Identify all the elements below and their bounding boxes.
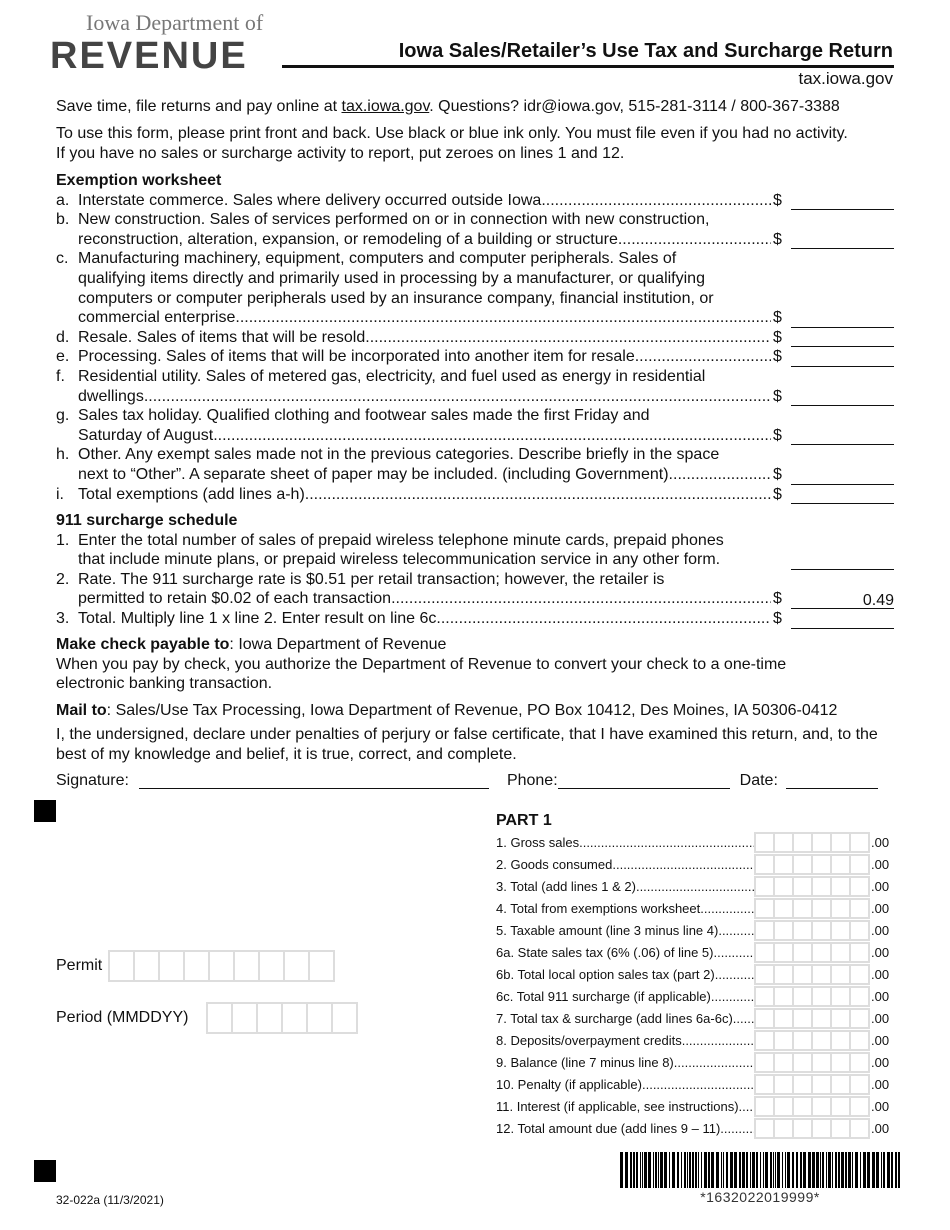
dollar-sign: $ — [773, 485, 782, 503]
cents-label: .00 — [871, 878, 890, 894]
barcode-bar — [838, 1152, 840, 1188]
barcode-bar — [721, 1152, 722, 1188]
barcode-bar — [723, 1152, 724, 1188]
line-label: 2. Goods consumed — [496, 856, 613, 872]
line-text: commercial enterprise. — [78, 309, 240, 327]
barcode-bar — [763, 1152, 764, 1188]
part-1-line — [496, 1073, 896, 1095]
line-text: Saturday of August. — [78, 426, 218, 444]
worksheet-line — [56, 210, 894, 230]
barcode-bar — [633, 1152, 635, 1188]
period-input[interactable] — [206, 1002, 358, 1034]
dot-leader — [370, 328, 771, 348]
barcode-bar — [756, 1152, 758, 1188]
barcode-bar — [742, 1152, 745, 1188]
barcode-bar — [785, 1152, 786, 1188]
line-label-group — [496, 1077, 754, 1092]
dollar-sign: $ — [773, 348, 782, 366]
dot-leader — [739, 1099, 754, 1114]
mail-to-label: Mail to — [56, 702, 107, 719]
worksheet-line — [56, 249, 894, 269]
form-id: 32-022a (11/3/2021) — [56, 1193, 164, 1207]
barcode-bar — [855, 1152, 858, 1188]
worksheet-line — [56, 191, 894, 211]
cents-label: .00 — [871, 856, 890, 872]
exemption-worksheet-title: Exemption worksheet — [56, 172, 222, 189]
barcode-bar — [816, 1152, 819, 1188]
line-text: dwellings. — [78, 387, 149, 405]
worksheet-line — [56, 550, 894, 570]
line-text: next to “Other”. A separate sheet of paper may be included. (including Government) — [78, 465, 669, 483]
barcode-bar — [867, 1152, 870, 1188]
barcode-bar — [687, 1152, 688, 1188]
part-1-line — [496, 963, 896, 985]
cents-label: .00 — [871, 966, 890, 982]
cents-label: .00 — [871, 944, 890, 960]
barcode-bar — [752, 1152, 755, 1188]
line-label: e. — [56, 348, 70, 366]
amount-input[interactable] — [754, 832, 870, 853]
barcode-bar — [828, 1152, 831, 1188]
check-payable-label: Make check payable to — [56, 636, 230, 653]
amount-input[interactable] — [754, 1052, 870, 1073]
barcode-bar — [872, 1152, 875, 1188]
dot-leader — [396, 589, 771, 609]
part-1-line — [496, 1117, 896, 1139]
line-text: qualifying items directly and primarily used in processing by a manufacturer, or qualifying — [78, 269, 705, 287]
line-label-group — [496, 879, 754, 894]
dollar-sign: $ — [773, 387, 782, 405]
barcode-bar — [835, 1152, 837, 1188]
barcode-bar — [739, 1152, 741, 1188]
dollar-sign: $ — [773, 230, 782, 248]
date-field[interactable] — [786, 772, 878, 789]
barcode-bar — [787, 1152, 790, 1188]
amount-field[interactable] — [791, 194, 894, 210]
dot-leader — [714, 945, 755, 960]
amount-input[interactable] — [754, 986, 870, 1007]
barcode-bar — [644, 1152, 647, 1188]
amount-field[interactable] — [791, 613, 894, 629]
worksheet-line — [56, 328, 894, 348]
line-label: i. — [56, 485, 64, 503]
phone-field[interactable] — [558, 772, 730, 789]
part-1-line — [496, 1051, 896, 1073]
dot-leader — [711, 989, 754, 1004]
amount-input[interactable] — [754, 1074, 870, 1095]
barcode-bar — [803, 1152, 806, 1188]
dot-leader — [622, 230, 771, 250]
barcode-bar — [883, 1152, 885, 1188]
barcode-bar — [672, 1152, 675, 1188]
part-1-line — [496, 897, 896, 919]
line-label-group — [496, 945, 754, 960]
worksheet-line — [56, 367, 894, 387]
worksheet-line — [56, 589, 894, 609]
mail-to-address: : Sales/Use Tax Processing, Iowa Department of Revenue, PO Box 10412, Des Moines, IA 50306-0412 — [106, 702, 838, 719]
part-1-line — [496, 919, 896, 941]
site-url: tax.iowa.gov — [798, 69, 893, 88]
title-rule — [282, 65, 894, 68]
barcode-bar — [808, 1152, 811, 1188]
dollar-sign: $ — [773, 328, 782, 346]
line-label: h. — [56, 446, 70, 464]
worksheet-line — [56, 426, 894, 446]
amount-input[interactable] — [754, 1118, 870, 1139]
barcode-bar — [711, 1152, 714, 1188]
amount-input[interactable] — [754, 1030, 870, 1051]
barcode-bar — [695, 1152, 697, 1188]
amount-field[interactable] — [791, 351, 894, 367]
line-label-group — [496, 1099, 754, 1114]
line-label: 8. Deposits/overpayment credits — [496, 1032, 682, 1048]
amount-field[interactable] — [791, 390, 894, 406]
dot-leader — [718, 923, 754, 938]
mail-to — [56, 701, 896, 721]
dot-leader — [612, 857, 754, 872]
line-label: 6a. State sales tax (6% (.06) of line 5) — [496, 944, 714, 960]
worksheet-line — [56, 308, 894, 328]
contact-info: . Questions? idr@iowa.gov, 515-281-3114 / 800-367-3388 — [429, 98, 840, 115]
line-text: Enter the total number of sales of prepaid wireless telephone minute cards, prepaid phones — [78, 531, 724, 549]
amount-field[interactable] — [791, 233, 894, 249]
barcode-bar — [630, 1152, 632, 1188]
line-label-group — [496, 967, 754, 982]
line-label: 6b. Total local option sales tax (part 2) — [496, 966, 715, 982]
barcode-bar — [734, 1152, 737, 1188]
barcode-bar — [708, 1152, 710, 1188]
dollar-sign: $ — [773, 590, 782, 608]
cents-label: .00 — [871, 1098, 890, 1114]
line-label: 9. Balance (line 7 minus line 8) — [496, 1054, 674, 1070]
instructions-line-2: If you have no sales or surcharge activity to report, put zeroes on lines 1 and 12. — [56, 144, 625, 162]
period-field-group — [56, 1002, 358, 1034]
form-title: Iowa Sales/Retailer’s Use Tax and Surcharge Return — [398, 40, 893, 62]
dot-leader — [733, 1011, 754, 1026]
line-label: g. — [56, 407, 70, 425]
registration-mark — [34, 1160, 56, 1182]
barcode-bar — [895, 1152, 897, 1188]
line-label-group — [496, 901, 754, 916]
cents-label: .00 — [871, 1120, 890, 1136]
worksheet-line — [56, 289, 894, 309]
barcode-bar — [730, 1152, 733, 1188]
worksheet-line — [56, 230, 894, 250]
amount-field[interactable] — [791, 469, 894, 485]
part-1-line — [496, 1095, 896, 1117]
line-label-group — [496, 923, 754, 938]
dot-leader — [148, 387, 771, 407]
line-label: b. — [56, 211, 70, 229]
barcode-bar — [852, 1152, 853, 1188]
barcode-bar — [648, 1152, 651, 1188]
barcode-bar — [684, 1152, 686, 1188]
cents-label: .00 — [871, 922, 890, 938]
barcode-bar — [698, 1152, 699, 1188]
amount-field[interactable] — [791, 331, 894, 347]
barcode-bar — [796, 1152, 798, 1188]
dot-leader — [720, 1121, 754, 1136]
check-note: When you pay by check, you authorize the Department of Revenue to convert your check to a one-time electronic banking transaction. — [56, 655, 787, 693]
part-1-line — [496, 853, 896, 875]
barcode-bar — [863, 1152, 866, 1188]
barcode-bar — [800, 1152, 802, 1188]
barcode-bar — [860, 1152, 861, 1188]
line-label: 1. — [56, 531, 70, 549]
permit-input[interactable] — [108, 950, 335, 982]
dollar-sign: $ — [773, 309, 782, 327]
barcode-bar — [881, 1152, 882, 1188]
site-link[interactable]: tax.iowa.gov — [341, 98, 430, 115]
amount-field[interactable] — [791, 488, 894, 504]
part-1-line — [496, 1007, 896, 1029]
signature-field[interactable] — [139, 772, 489, 789]
barcode-bar — [640, 1152, 641, 1188]
line-text: permitted to retain $0.02 of each transaction. — [78, 590, 396, 608]
line-text: Resale. Sales of items that will be resold. — [78, 328, 370, 346]
barcode-bar — [746, 1152, 748, 1188]
cents-label: .00 — [871, 900, 890, 916]
dot-leader — [579, 835, 754, 850]
barcode-bar — [664, 1152, 667, 1188]
barcode-bar — [625, 1152, 628, 1188]
logo-revenue: REVENUE — [50, 35, 248, 77]
barcode-bar — [777, 1152, 780, 1188]
date-label: Date: — [739, 772, 778, 789]
barcode-bar — [658, 1152, 659, 1188]
cents-label: .00 — [871, 1032, 890, 1048]
instructions-line-1: To use this form, please print front and back. Use black or blue ink only. You must file even if you had no activity. — [56, 125, 848, 142]
line-text: reconstruction, alteration, expansion, or remodeling of a building or structure. — [78, 230, 623, 248]
dollar-sign: $ — [773, 426, 782, 444]
barcode-bar — [876, 1152, 879, 1188]
barcode-bar — [887, 1152, 890, 1188]
surcharge-schedule-title: 911 surcharge schedule — [56, 512, 238, 529]
barcode-bar — [716, 1152, 719, 1188]
line-text: Interstate commerce. Sales where delivery occurred outside Iowa. — [78, 191, 546, 209]
phone-label: Phone: — [506, 772, 558, 789]
dot-leader — [218, 426, 771, 446]
cents-label: .00 — [871, 988, 890, 1004]
worksheet-line — [56, 387, 894, 407]
barcode-bar — [812, 1152, 815, 1188]
worksheet-line — [56, 465, 894, 485]
dot-leader — [546, 191, 771, 211]
barcode-bar — [765, 1152, 768, 1188]
barcode-bar — [826, 1152, 827, 1188]
line-label: a. — [56, 191, 70, 209]
dot-leader — [700, 901, 754, 916]
barcode-bar — [653, 1152, 654, 1188]
dot-leader — [441, 609, 771, 629]
permit-field-group — [56, 950, 335, 982]
part-1-title: PART 1 — [496, 812, 552, 829]
part-1-line — [496, 985, 896, 1007]
signature-row — [56, 772, 894, 790]
amount-input[interactable] — [754, 876, 870, 897]
part-1-line — [496, 875, 896, 897]
dot-leader — [669, 465, 771, 485]
line-text: Other. Any exempt sales made not in the previous categories. Describe briefly in the space — [78, 446, 720, 464]
line-label: 3. — [56, 609, 70, 627]
amount-input[interactable] — [754, 854, 870, 875]
part-1-line — [496, 941, 896, 963]
line-text: Sales tax holiday. Qualified clothing and footwear sales made the first Friday and — [78, 407, 650, 425]
line-text: Rate. The 911 surcharge rate is $0.51 per retail transaction; however, the retailer is — [78, 570, 665, 588]
dot-leader — [642, 1077, 754, 1092]
line-text: Manufacturing machinery, equipment, computers and computer peripherals. Sales of — [78, 250, 677, 268]
line-label-group — [496, 989, 754, 1004]
line-label: c. — [56, 250, 69, 268]
barcode-bar — [655, 1152, 657, 1188]
line-label-group — [496, 1011, 754, 1026]
line-label: 4. Total from exemptions worksheet — [496, 900, 701, 916]
barcode-bar — [692, 1152, 694, 1188]
barcode-bar — [775, 1152, 776, 1188]
line-label: 12. Total amount due (add lines 9 – 11) — [496, 1120, 721, 1136]
barcode-bar — [642, 1152, 643, 1188]
check-payable-value: : Iowa Department of Revenue — [229, 636, 447, 653]
barcode-bar — [832, 1152, 833, 1188]
amount-field[interactable] — [791, 312, 894, 328]
barcode-bar — [669, 1152, 670, 1188]
registration-mark — [34, 800, 56, 822]
barcode-bar — [689, 1152, 691, 1188]
line-label-group — [496, 1055, 754, 1070]
line-label-group — [496, 835, 754, 850]
surcharge-schedule — [56, 511, 894, 629]
line-text: Total. Multiply line 1 x line 2. Enter result on line 6c. — [78, 609, 441, 627]
dot-leader — [639, 347, 771, 367]
dollar-sign: $ — [773, 191, 782, 209]
line-text: Processing. Sales of items that will be incorporated into another item for resale. — [78, 348, 640, 366]
line-label-group — [496, 857, 754, 872]
amount-input[interactable] — [754, 1096, 870, 1117]
dollar-sign: $ — [773, 609, 782, 627]
line-label: 7. Total tax & surcharge (add lines 6a-6c) — [496, 1010, 733, 1026]
line-label: 5. Taxable amount (line 3 minus line 4) — [496, 922, 719, 938]
barcode-bar — [792, 1152, 794, 1188]
declaration: I, the undersigned, declare under penalties of perjury or false certificate, that I have examined this return, and, to the best of my knowledge and belief, it is true, correct, and complete. — [56, 726, 878, 763]
amount-input[interactable] — [754, 1008, 870, 1029]
amount-input[interactable] — [754, 920, 870, 941]
barcode-bar — [845, 1152, 847, 1188]
line-text: Residential utility. Sales of metered gas, electricity, and fuel used as energy in residential — [78, 367, 706, 385]
barcode-bar — [770, 1152, 772, 1188]
amount-field[interactable] — [791, 554, 894, 570]
permit-label: Permit — [56, 957, 103, 974]
barcode-bar — [822, 1152, 824, 1188]
worksheet-line — [56, 406, 894, 426]
barcode-bar — [782, 1152, 783, 1188]
line-text: Total exemptions (add lines a-h) — [78, 485, 305, 503]
barcode-bar — [891, 1152, 893, 1188]
cents-label: .00 — [871, 1054, 890, 1070]
line-label: f. — [56, 367, 65, 385]
amount-input[interactable] — [754, 942, 870, 963]
worksheet-line — [56, 609, 894, 629]
part-1-line — [496, 831, 896, 853]
barcode-bar — [620, 1152, 623, 1188]
barcode-bar — [760, 1152, 761, 1188]
worksheet-line — [56, 570, 894, 590]
dot-leader — [636, 879, 754, 894]
barcode-bar — [773, 1152, 774, 1188]
barcode-bar — [750, 1152, 751, 1188]
barcode — [620, 1152, 900, 1188]
worksheet-line — [56, 531, 894, 551]
barcode-bar — [704, 1152, 707, 1188]
barcode-text: *1632022019999* — [700, 1189, 820, 1205]
barcode-bar — [636, 1152, 638, 1188]
amount-field[interactable] — [791, 429, 894, 445]
worksheet-line — [56, 347, 894, 367]
amount-input[interactable] — [754, 964, 870, 985]
line-text: New construction. Sales of services performed on or in connection with new construction, — [78, 211, 710, 229]
line-label: 10. Penalty (if applicable) — [496, 1076, 642, 1092]
dot-leader — [674, 1055, 754, 1070]
part-1-line — [496, 1029, 896, 1051]
line-label: 3. Total (add lines 1 & 2) — [496, 878, 636, 894]
barcode-bar — [681, 1152, 682, 1188]
line-label-group — [496, 1033, 754, 1048]
dot-leader — [305, 485, 771, 505]
barcode-bar — [701, 1152, 702, 1188]
line-text: computers or computer peripherals used by an insurance company, financial institution, or — [78, 289, 714, 307]
period-label: Period (MMDDYY) — [56, 1009, 189, 1026]
barcode-bar — [660, 1152, 663, 1188]
line-label: 11. Interest (if applicable, see instructions) — [496, 1098, 739, 1114]
exemption-worksheet — [56, 171, 894, 504]
line-label: d. — [56, 328, 70, 346]
dot-leader — [715, 967, 754, 982]
dot-leader — [682, 1033, 754, 1048]
barcode-bar — [677, 1152, 679, 1188]
barcode-bar — [726, 1152, 728, 1188]
barcode-bar — [848, 1152, 851, 1188]
cents-label: .00 — [871, 1010, 890, 1026]
worksheet-line — [56, 445, 894, 465]
barcode-bar — [898, 1152, 900, 1188]
cents-label: .00 — [871, 834, 890, 850]
barcode-bar — [820, 1152, 821, 1188]
save-prefix: Save time, file returns and pay online at — [56, 98, 342, 115]
line-label: 6c. Total 911 surcharge (if applicable) — [496, 988, 711, 1004]
check-payable — [56, 635, 896, 694]
amount-field[interactable]: 0.49 — [791, 593, 894, 609]
barcode-bar — [841, 1152, 844, 1188]
line-text: that include minute plans, or prepaid wireless telecommunication service in any other form. — [78, 551, 721, 569]
dot-leader — [240, 308, 771, 328]
worksheet-line — [56, 485, 894, 505]
line-label: 2. — [56, 570, 70, 588]
signature-label: Signature: — [56, 772, 129, 789]
worksheet-line — [56, 269, 894, 289]
dollar-sign: $ — [773, 465, 782, 483]
save-time-note — [56, 97, 896, 117]
amount-input[interactable] — [754, 898, 870, 919]
logo-department-text: Iowa Department of — [86, 10, 264, 35]
line-label-group — [496, 1121, 754, 1136]
cents-label: .00 — [871, 1076, 890, 1092]
line-label: 1. Gross sales — [496, 834, 580, 850]
instructions — [56, 124, 896, 163]
part-1 — [496, 811, 896, 1139]
